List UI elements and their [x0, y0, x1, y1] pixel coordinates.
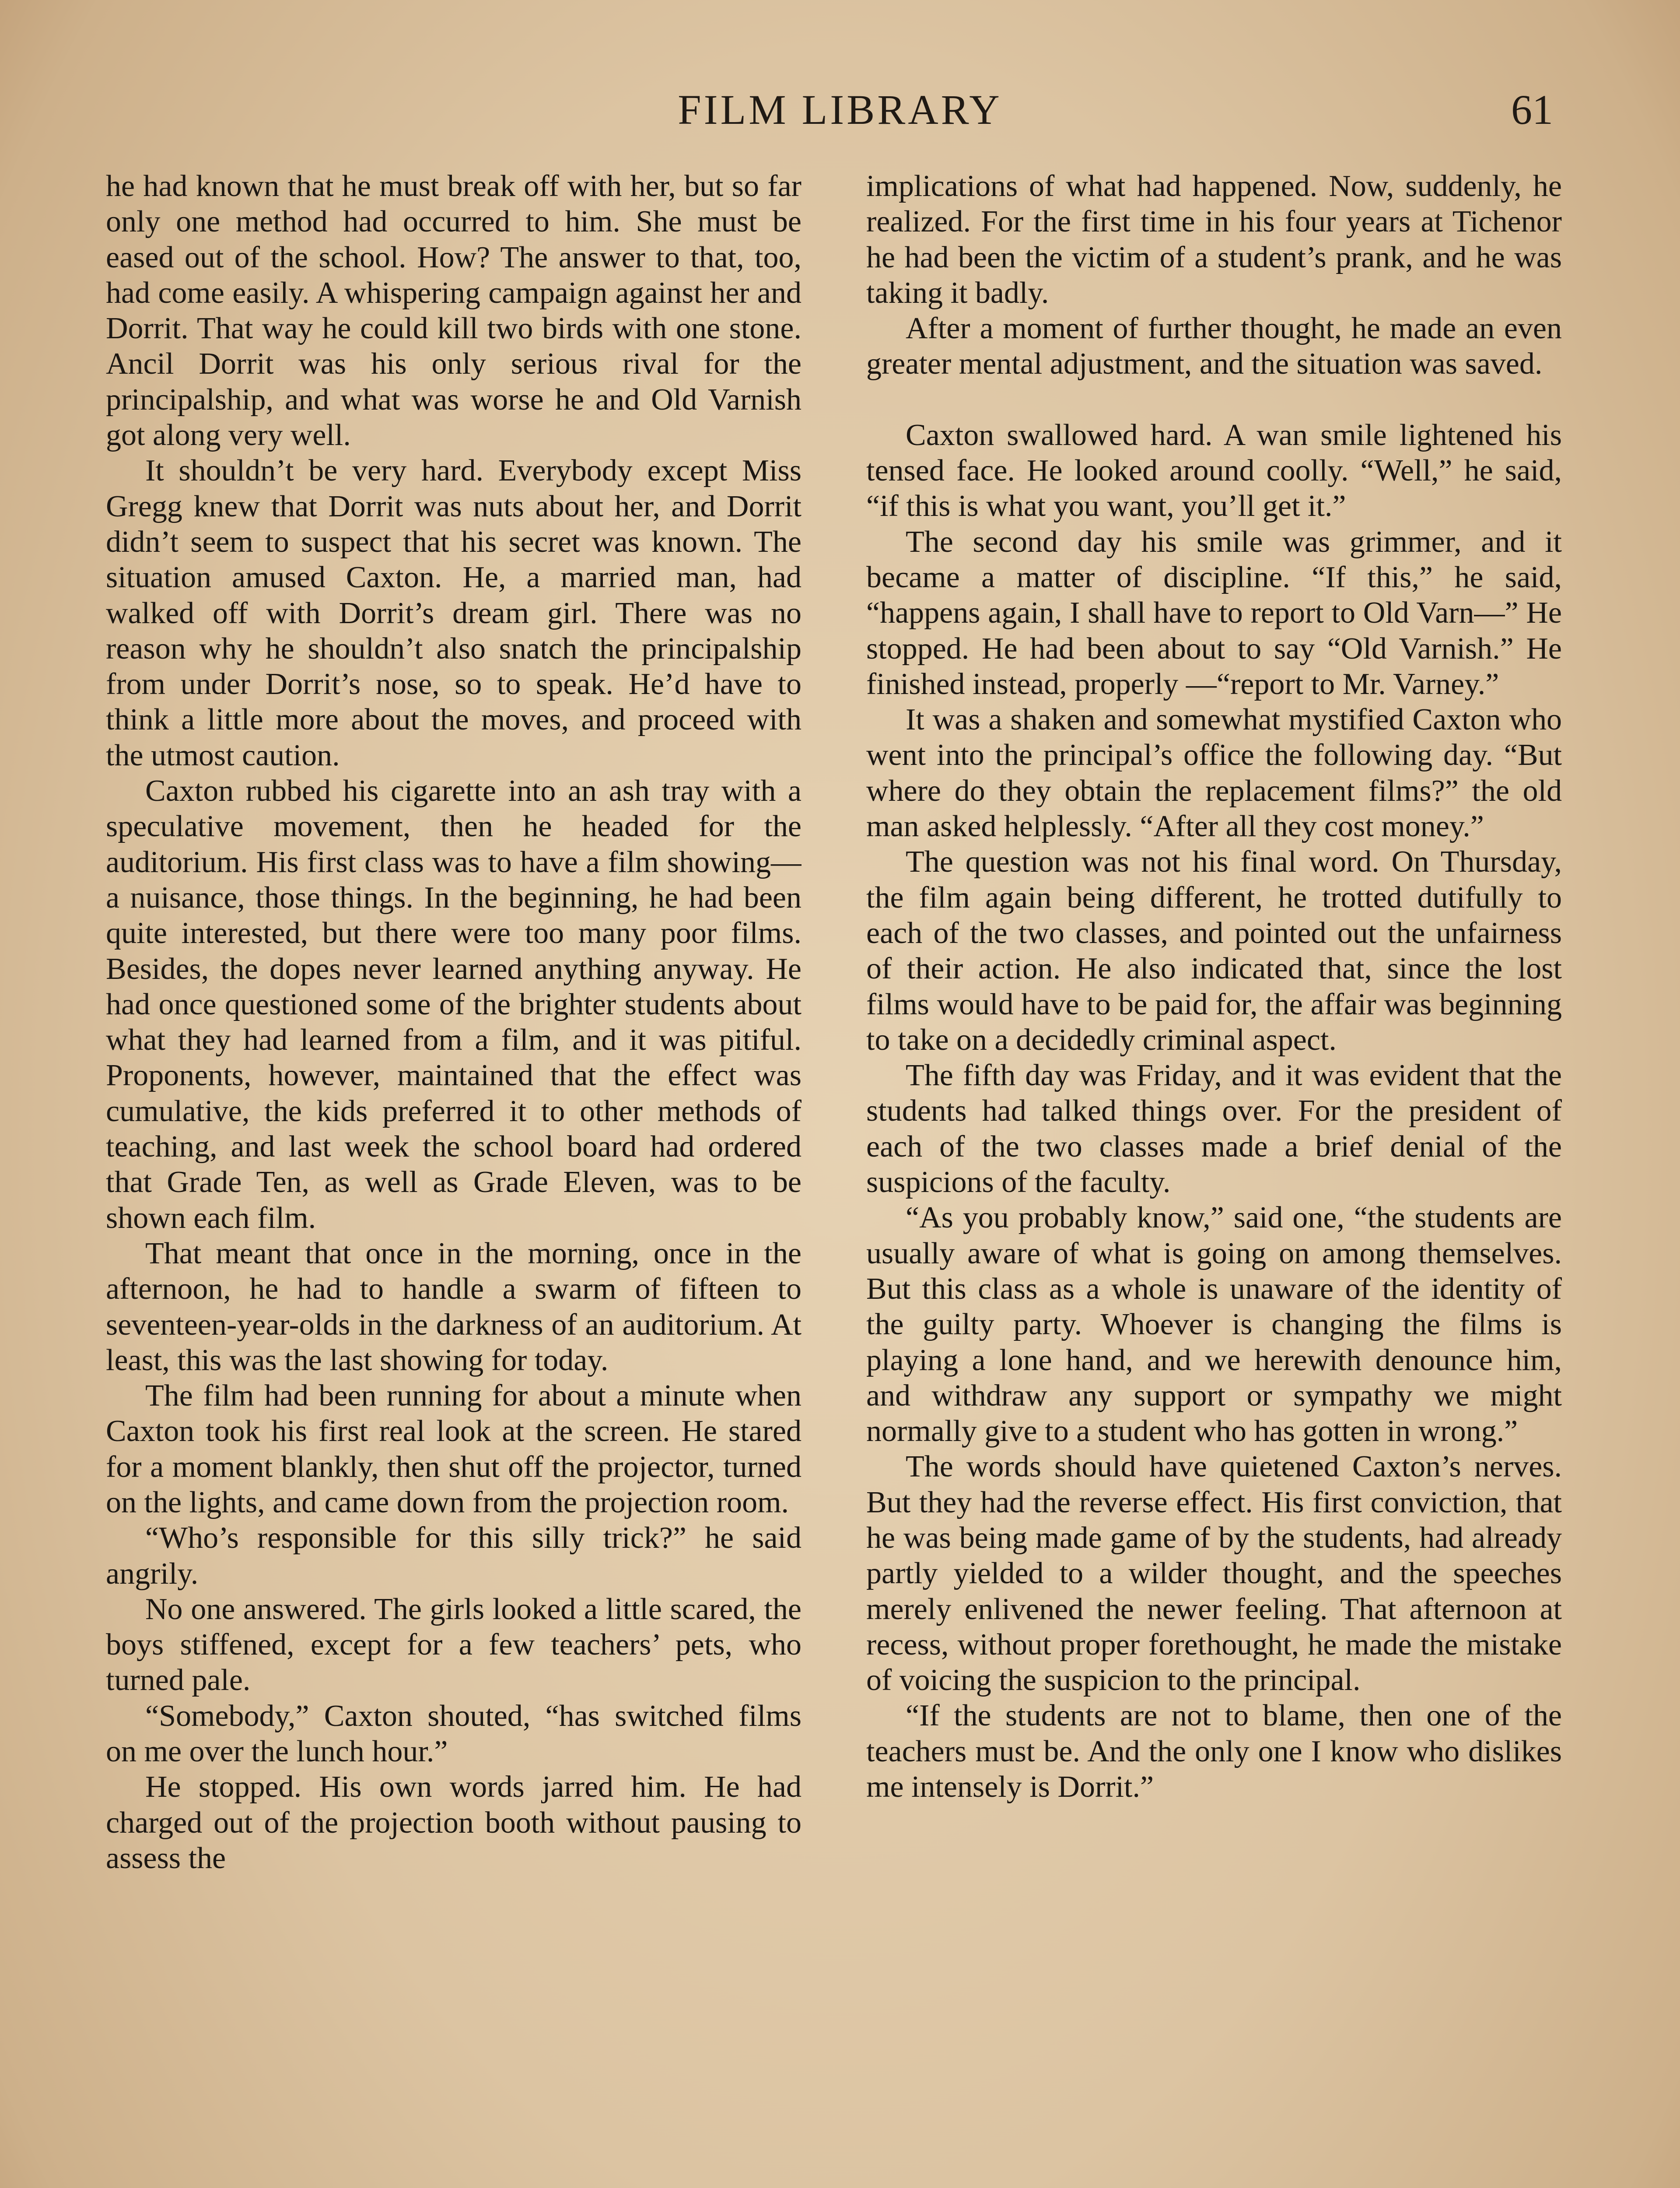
right-column — [866, 168, 1562, 2188]
paragraph: He stopped. His own words jarred him. He had charged out of the projection booth without pausing to assess the — [106, 1770, 802, 1875]
paragraph: It was a shaken and somewhat mystified Caxton who went into the principal’s office the following day. “But where do they obtain the replacement films?” the old man asked helplessly. “After all they cost money.” — [866, 703, 1562, 844]
paragraph: The words should have quietened Caxton’s nerves. But they had the reverse effect. His first conviction, that he was being made game of by the students, had already partly yielded to a wilder thought, and the speeches merely enlivened the newer feeling. That afternoon at recess, without proper forethought, he made the mistake of voicing the suspicion to the principal. — [866, 1450, 1562, 1697]
paragraph: No one answered. The girls looked a little scared, the boys stiffened, except for a few teachers’ pets, who turned pale. — [106, 1592, 802, 1697]
paragraph: It shouldn’t be very hard. Everybody except Miss Gregg knew that Dorrit was nuts about her, and Dorrit didn’t seem to suspect that his secret was known. The situation amused Caxton. He, a married man, had walked off with Dorrit’s dream girl. There was no reason why he shouldn’t also snatch the principalship from under Dorrit’s nose, so to speak. He’d have to think a little more about the moves, and proceed with the utmost caution. — [106, 454, 802, 772]
paragraph: “Who’s responsible for this silly trick?” he said angrily. — [106, 1521, 802, 1591]
paragraph: he had known that he must break off with her, but so far only one method had occurred to him. She must be eased out of the school. How? The answer to that, too, had come easily. A whispering campaign against her and Dorrit. That way he could kill two birds with one stone. Ancil Dorrit was his only serious rival for the principalship, and what was worse he and Old Varnish got along very well. — [106, 169, 802, 452]
paragraph: “If the students are not to blame, then one of the teachers must be. And the only one I know who dislikes me intensely is Dorrit.” — [866, 1699, 1562, 1804]
paragraph: Caxton rubbed his cigarette into an ash tray with a speculative movement, then he headed for the auditorium. His first class was to have a film showing—a nuisance, those things. In the beginning, he had been quite interested, but there were too many poor films. Besides, the dopes never learned anything anyway. He had once questioned some of the brighter students about what they had learned from a film, and it was pitiful. Proponents, however, maintained that the effect was cumulative, the kids preferred it to other methods of teaching, and last week the school board had ordered that Grade Ten, as well as Grade Eleven, was to be shown each film. — [106, 774, 802, 1235]
paragraph: The fifth day was Friday, and it was evident that the students had talked things over. For the president of each of the two classes made a brief denial of the suspicions of the faculty. — [866, 1059, 1562, 1199]
paragraph: That meant that once in the morning, once in the afternoon, he had to handle a swarm of fifteen to seventeen-year-olds in the darkness of an auditorium. At least, this was the last showing for today. — [106, 1236, 802, 1377]
paragraph: The second day his smile was grimmer, and it became a matter of discipline. “If this,” he said, “happens again, I shall have to report to Old Varn—” He stopped. He had been about to say “Old Varnish.” He finished instead, properly —“report to Mr. Varney.” — [866, 525, 1562, 701]
page-header — [101, 85, 1579, 147]
paragraph: The film had been running for about a minute when Caxton took his first real look at the screen. He stared for a moment blankly, then shut off the projector, turned on the lights, and came down from the projection room. — [106, 1379, 802, 1519]
running-title: FILM LIBRARY — [678, 86, 1002, 133]
page-number: 61 — [1511, 86, 1553, 133]
paragraph: After a moment of further thought, he made an even greater mental adjustment, and the situation was saved. — [866, 312, 1562, 381]
paragraph: “Somebody,” Caxton shouted, “has switched films on me over the lunch hour.” — [106, 1699, 802, 1769]
paragraph: “As you probably know,” said one, “the students are usually aware of what is going on among themselves. But this class as a whole is unaware of the identity of the guilty party. Whoever is changing the films is playing a lone hand, and we herewith denounce him, and withdraw any support or sympathy we might normally give to a student who has gotten in wrong.” — [866, 1201, 1562, 1448]
paragraph: implications of what had happened. Now, suddenly, he realized. For the first time in his four years at Tichenor he had been the victim of a student’s prank, and he was taking it badly. — [866, 169, 1562, 310]
left-column — [106, 168, 802, 2188]
paragraph: The question was not his final word. On Thursday, the film again being different, he trotted dutifully to each of the two classes, and pointed out the unfairness of their action. He also indicated that, since the lost films would have to be paid for, the affair was beginning to take on a decidedly criminal aspect. — [866, 845, 1562, 1057]
paragraph: Caxton swallowed hard. A wan smile lightened his tensed face. He looked around coolly. “Well,” he said, “if this is what you want, you’ll get it.” — [866, 418, 1562, 523]
